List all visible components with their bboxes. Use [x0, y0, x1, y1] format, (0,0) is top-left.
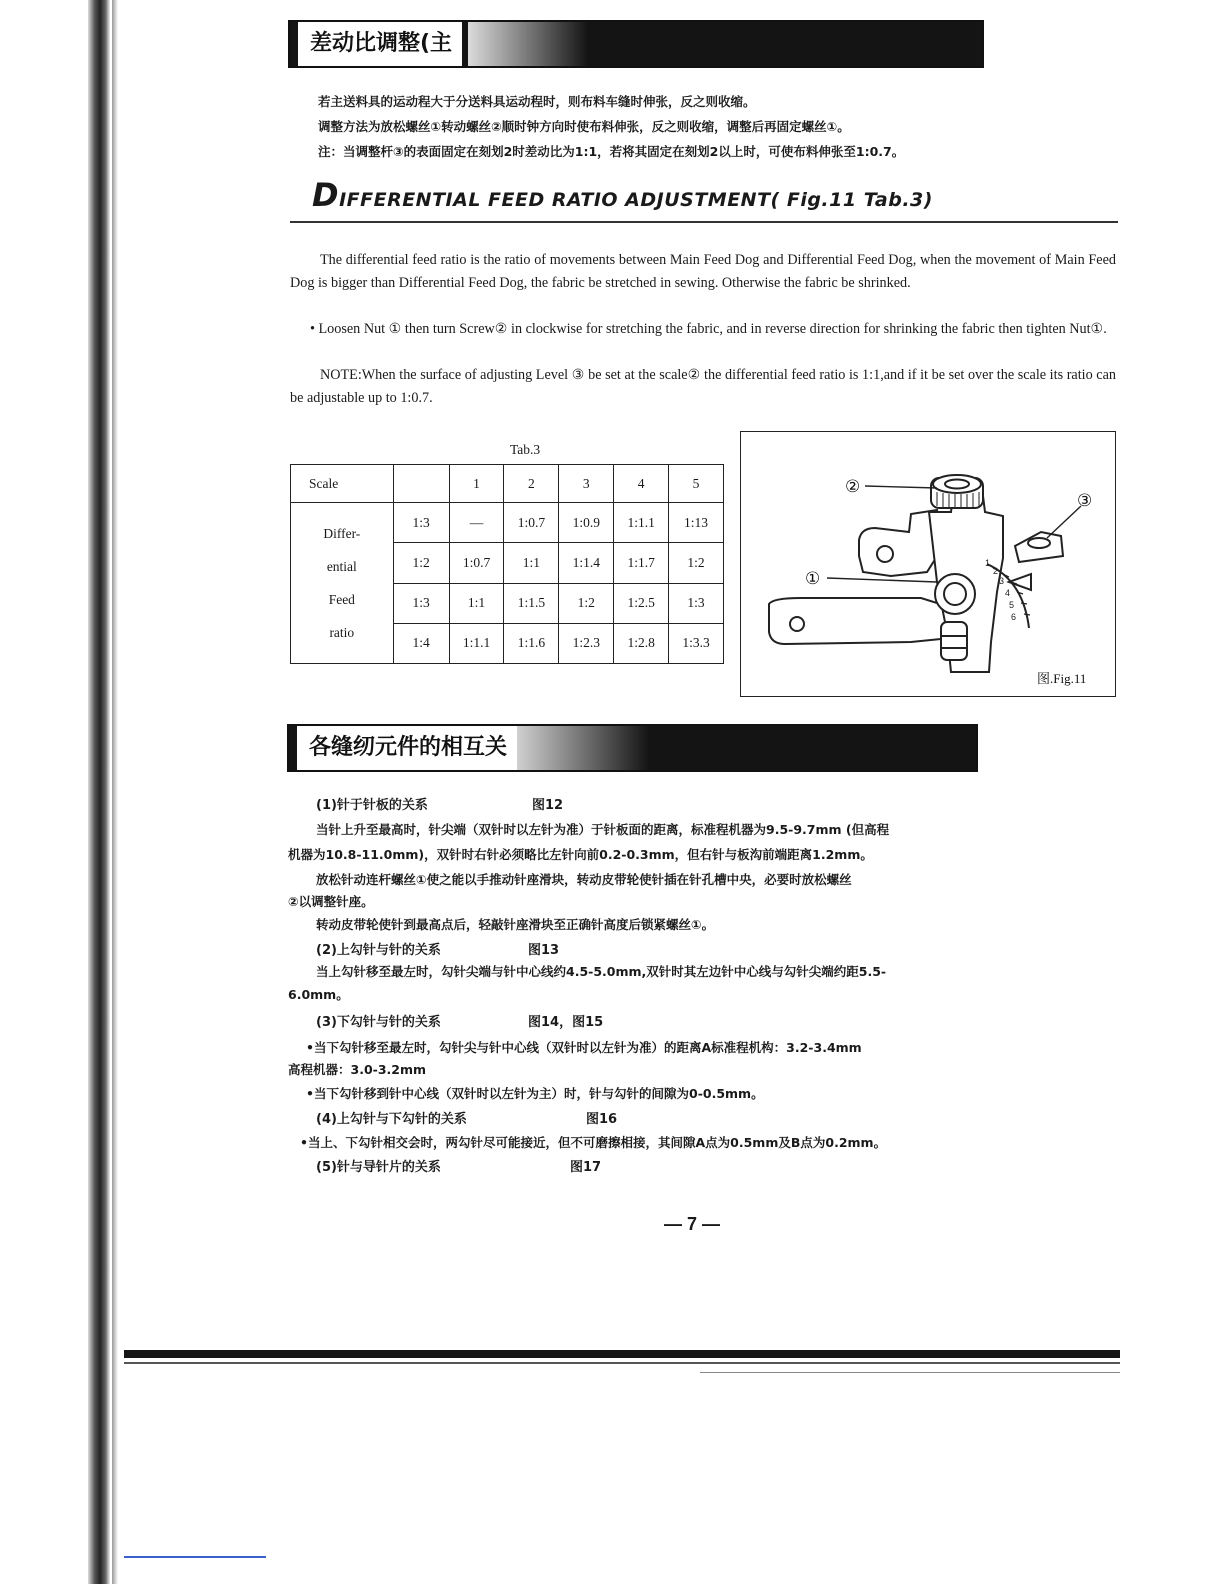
table-cell: 1:2: [559, 583, 614, 623]
bottom-rule-thick: [124, 1350, 1120, 1358]
table-cell: 1:4: [393, 623, 449, 663]
sub4-line: •当上、下勾针相交会时，两勾针尽可能接近，但不可磨擦相接，其间隙A点为0.5mm及B点为0.2mm。: [300, 1135, 887, 1150]
table-cell: 1:2.3: [559, 623, 614, 663]
table-cell: 1:1: [504, 543, 559, 583]
subsection-4-fig: 图16: [586, 1112, 618, 1127]
subsection-2-title: (2)上勾针与针的关系: [316, 943, 441, 958]
sub2-line: 6.0mm。: [288, 987, 349, 1002]
subsection-3-title: (3)下勾针与针的关系: [316, 1015, 441, 1030]
table-cell: 1:1.4: [559, 543, 614, 583]
scale-mark: 3: [999, 576, 1005, 586]
subsection-1-title: (1)针于针板的关系: [316, 798, 428, 813]
table-cell: 1:0.9: [559, 503, 614, 543]
sub3-line: 高程机器：3.0-3.2mm: [288, 1062, 427, 1077]
section-heading: [312, 176, 933, 214]
subsection-1-fig: 图12: [532, 798, 564, 813]
table-cell: 1:0.7: [504, 503, 559, 543]
callout-1: ①: [805, 569, 821, 589]
header-cell: 5: [669, 465, 724, 503]
sub1-line: 放松针动连杆螺丝①使之能以手推动针座滑块，转动皮带轮使针插在针孔槽中央，必要时放松螺丝: [316, 872, 852, 887]
section-banner-1: [288, 20, 984, 68]
header-cell: 4: [614, 465, 669, 503]
table-cell: 1:1: [449, 583, 504, 623]
differential-adjuster-illustration: [741, 432, 1115, 696]
banner-2-fade: [509, 726, 649, 770]
scale-mark: 2: [993, 566, 999, 576]
heading-text: IFFERENTIAL FEED RATIO ADJUSTMENT( Fig.11 Tab.3): [339, 189, 933, 211]
zh-line-3: 注：当调整杆③的表面固定在刻划2时差动比为1:1，若将其固定在刻划2以上时，可使布料伸张至1:0.7。: [318, 144, 905, 159]
en-paragraph-2: • Loosen Nut ① then turn Screw② in clockwise for stretching the fabric, and in reverse direction for shrinking the fabric then tighten Nut①.: [310, 321, 1107, 337]
table-cell: 1:13: [669, 503, 724, 543]
table-cell: 1:3: [393, 583, 449, 623]
binding-edge: [88, 0, 110, 1584]
header-cell: 3: [559, 465, 614, 503]
heading-initial: D: [312, 176, 340, 214]
table-cell: 1:0.7: [449, 543, 504, 583]
callout-3: ③: [1077, 491, 1093, 511]
header-cell: [393, 465, 449, 503]
sub3-line: •当下勾针移到针中心线（双针时以左针为主）时，针与勾针的间隙为0-0.5mm。: [306, 1086, 764, 1101]
table-cell: 1:1.5: [504, 583, 559, 623]
table-cell: 1:1.6: [504, 623, 559, 663]
sub1-line: 当针上升至最高时，针尖端（双针时以左针为准）于针板面的距离，标准程机器为9.5-9.7mm (但高程: [316, 822, 890, 837]
subsection-3-fig: 图14，图15: [528, 1015, 604, 1030]
row-label-cell: [291, 503, 394, 664]
feed-ratio-table: [290, 464, 724, 664]
table-cell: 1:1.1: [449, 623, 504, 663]
figure-11-frame: [740, 431, 1116, 697]
table-header-row: [291, 465, 724, 503]
sub1-line: 转动皮带轮使针到最高点后，轻敲针座滑块至正确针高度后锁紧螺丝①。: [316, 917, 715, 932]
figure-caption: 图.Fig.11: [1037, 671, 1087, 686]
banner-1-fade: [468, 22, 588, 66]
callout-2: ②: [845, 477, 861, 497]
zh-line-1: 若主送料具的运动程大于分送料具运动程时，则布料车缝时伸张，反之则收缩。: [318, 94, 756, 109]
binding-shadow: [112, 0, 118, 1584]
subsection-2-fig: 图13: [528, 943, 560, 958]
table-cell: —: [449, 503, 504, 543]
subsection-5-title: (5)针与导针片的关系: [316, 1160, 441, 1175]
sub3-line: •当下勾针移至最左时，勾针尖与针中心线（双针时以左针为准）的距离A标准程机构：3.2-3.4mm: [306, 1040, 862, 1055]
table-cell: 1:3: [393, 503, 449, 543]
row-label-line: Feed: [328, 592, 355, 608]
banner-2-title: 各缝纫元件的相互关: [297, 726, 517, 770]
table-cell: 1:3: [669, 583, 724, 623]
scale-mark: 4: [1005, 588, 1011, 598]
subsection-5-fig: 图17: [570, 1160, 602, 1175]
zh-line-2: 调整方法为放松螺丝①转动螺丝②顺时钟方向时使布料伸张，反之则收缩，调整后再固定螺丝①。: [318, 119, 850, 134]
heading-rule: [290, 221, 1118, 223]
en-paragraph-3: NOTE:When the surface of adjusting Level ③ be set at the scale② the differential feed ratio is 1:1,and if it be set over the scale its ratio can be adjustable up to 1:0.7.: [290, 367, 1116, 406]
sub1-line: ②以调整针座。: [288, 894, 374, 909]
table-row: [291, 503, 724, 543]
scale-mark: 5: [1009, 600, 1015, 610]
scale-label-cell: Scale: [291, 465, 394, 503]
table-caption: Tab.3: [510, 442, 541, 457]
en-paragraph-1: The differential feed ratio is the ratio of movements between Main Feed Dog and Differential Feed Dog, when the movement of Main Feed Dog is bigger than Differential Feed Dog, the fabric be stretched in sewing. Otherwise the fabric be shrinked.: [290, 252, 1116, 291]
scale-mark: 1: [985, 558, 991, 568]
table-cell: 1:2.8: [614, 623, 669, 663]
footer-link-line: [124, 1556, 266, 1558]
subsection-4-title: (4)上勾针与下勾针的关系: [316, 1112, 467, 1127]
table-cell: 1:1.7: [614, 543, 669, 583]
banner-1-title: 差动比调整(主: [298, 22, 462, 66]
row-label-line: ential: [326, 559, 357, 575]
row-label-line: ratio: [329, 625, 355, 641]
table-cell: 1:2: [393, 543, 449, 583]
header-cell: 1: [449, 465, 504, 503]
table-cell: 1:2: [669, 543, 724, 583]
table-cell: 1:1.1: [614, 503, 669, 543]
sub2-line: 当上勾针移至最左时，勾针尖端与针中心线约4.5-5.0mm,双针时其左边针中心线与勾针尖端约距5.5-: [316, 964, 887, 979]
bottom-rule-faint: [700, 1372, 1120, 1373]
table-cell: 1:3.3: [669, 623, 724, 663]
section-banner-2: [287, 724, 978, 772]
page-number: — 7 —: [664, 1214, 721, 1234]
header-cell: 2: [504, 465, 559, 503]
row-label-line: Differ-: [323, 526, 361, 542]
table-cell: 1:2.5: [614, 583, 669, 623]
scale-mark: 6: [1011, 612, 1017, 622]
bottom-rule-thin: [124, 1362, 1120, 1364]
sub1-line: 机器为10.8-11.0mm)，双针时右针必须略比左针向前0.2-0.3mm，但右针与板沟前端距离1.2mm。: [288, 847, 873, 862]
